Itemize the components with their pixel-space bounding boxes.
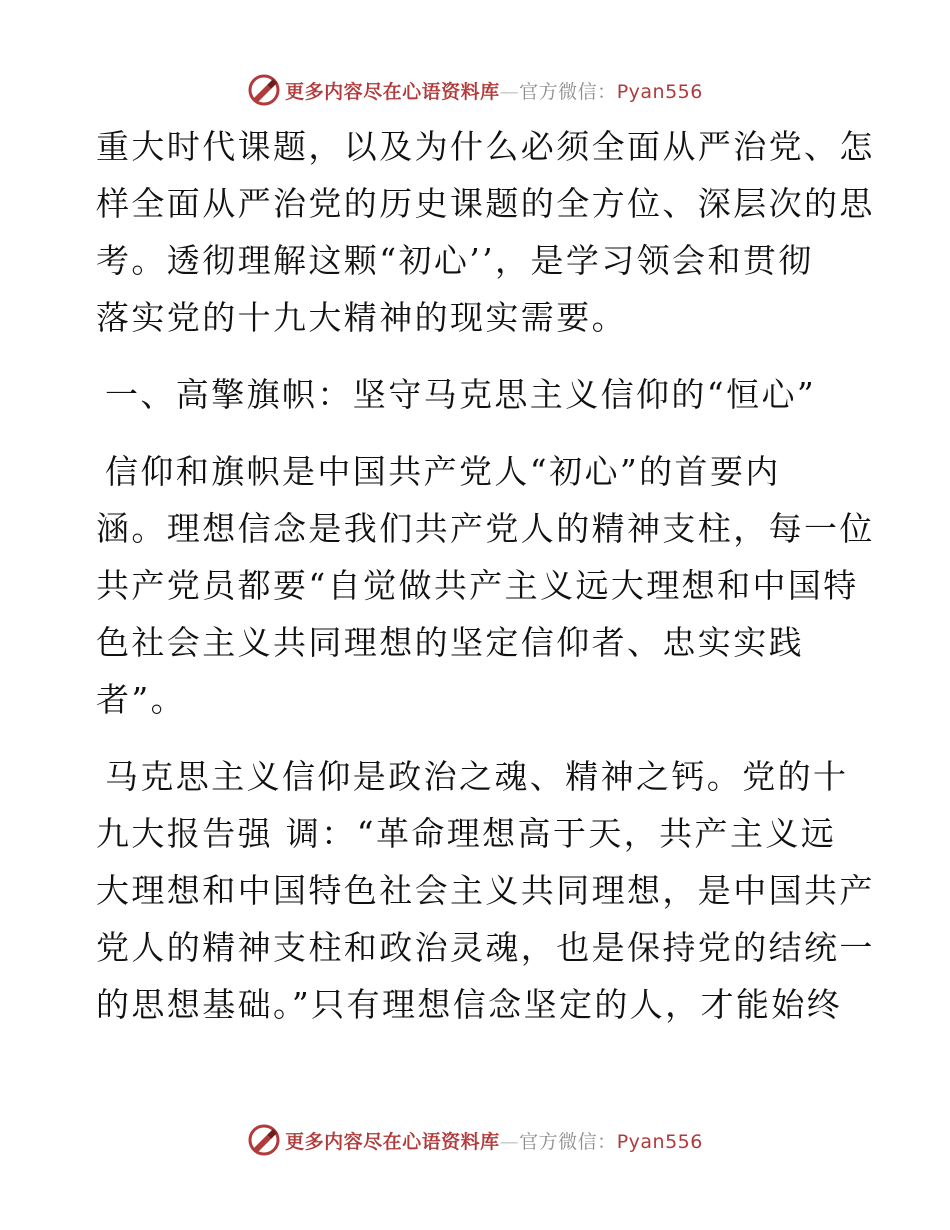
watermark-site: 更多内容尽在心语资料库 xyxy=(285,80,500,103)
paragraph-3 xyxy=(96,748,875,1033)
document-body xyxy=(96,118,875,1033)
text-line: 九大报告强 调：“革命理想高于天，共产主义远 xyxy=(96,814,837,853)
paragraph-1 xyxy=(96,118,875,346)
text-line: 马克思主义信仰是政治之魂、精神之钙。党的十 xyxy=(105,757,849,796)
watermark-dash: — xyxy=(499,80,520,103)
watermark-text xyxy=(285,1127,703,1154)
text-line: 样全面从严治党的历史课题的全方位、深层次的思 xyxy=(96,184,875,223)
pen-logo-icon xyxy=(247,1123,281,1157)
watermark-text xyxy=(285,77,703,104)
watermark-label: 官方微信 xyxy=(519,80,598,103)
text-line: 重大时代课题，以及为什么必须全面从严治党、怎 xyxy=(96,127,875,166)
pen-logo-icon xyxy=(247,73,281,107)
watermark-dash: — xyxy=(499,1130,520,1153)
footer-watermark xyxy=(0,1120,950,1160)
text-line: 者”。 xyxy=(96,680,187,719)
watermark-label: 官方微信 xyxy=(519,1130,598,1153)
text-line: 落实党的十九大精神的现实需要。 xyxy=(96,298,627,337)
header-watermark xyxy=(0,70,950,110)
watermark-separator: ： xyxy=(597,1130,617,1153)
heading-text: 一、高擎旗帜：坚守马克思主义信仰的“恒心” xyxy=(105,375,817,414)
paragraph-2 xyxy=(96,443,875,728)
text-line: 色社会主义共同理想的坚定信仰者、忠实实践 xyxy=(96,623,804,662)
text-line: 的思想基础。”只有理想信念坚定的人，才能始终 xyxy=(96,985,843,1024)
watermark-separator: ： xyxy=(597,80,617,103)
watermark-site: 更多内容尽在心语资料库 xyxy=(285,1130,500,1153)
text-line: 共产党员都要“自觉做共产主义远大理想和中国特 xyxy=(96,566,859,605)
text-line: 考。透彻理解这颗“初心’’，是学习领会和贯彻 xyxy=(96,241,814,280)
text-line: 信仰和旗帜是中国共产党人“初心”的首要内 xyxy=(105,452,781,491)
text-line: 党人的精神支柱和政治灵魂，也是保持党的结统一 xyxy=(96,928,875,967)
text-line: 涵。理想信念是我们共产党人的精神支柱，每一位 xyxy=(96,509,875,548)
text-line: 大理想和中国特色社会主义共同理想，是中国共产 xyxy=(96,871,875,910)
section-heading xyxy=(96,366,850,423)
watermark-account: Pyan556 xyxy=(616,1130,703,1153)
watermark-account: Pyan556 xyxy=(616,80,703,103)
